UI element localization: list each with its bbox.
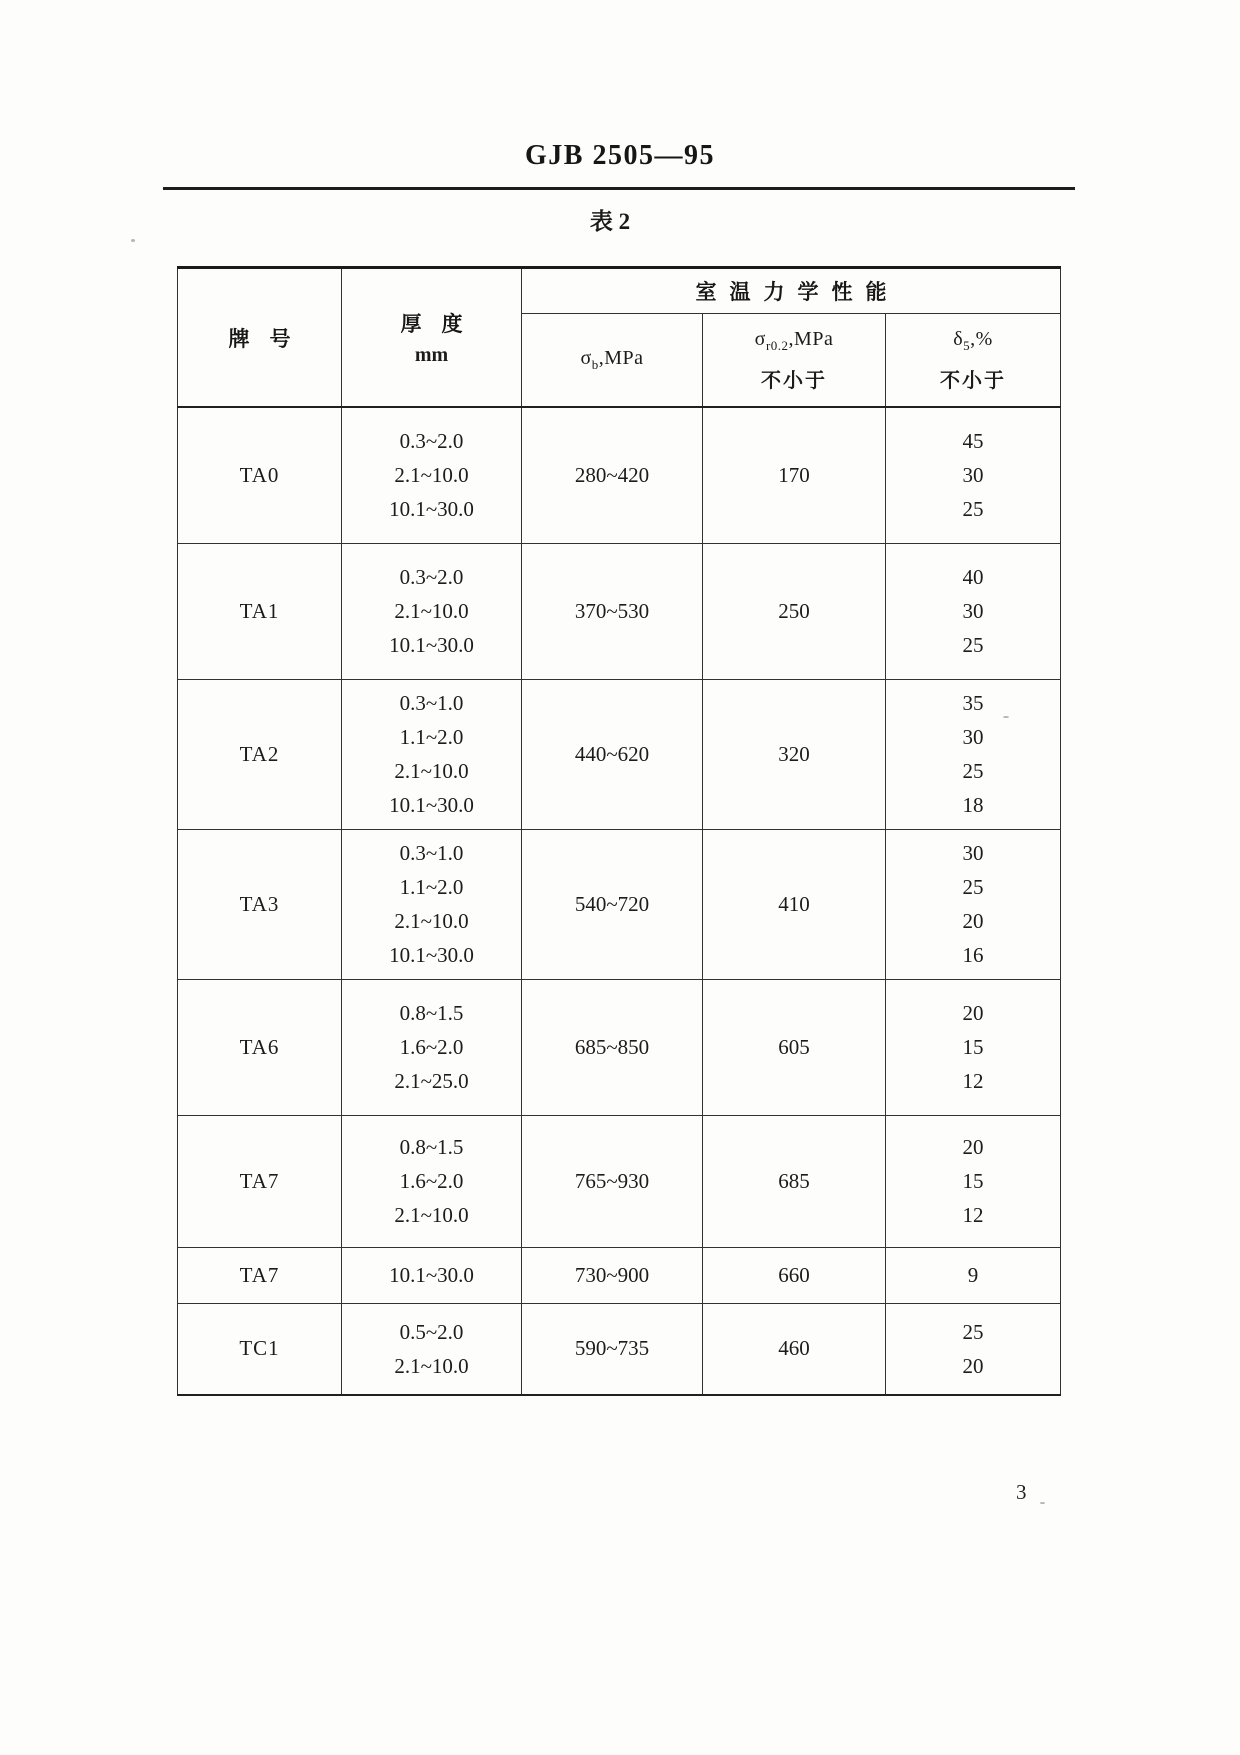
sigma-02-cell: 605	[703, 979, 886, 1115]
thickness-cell	[342, 829, 522, 979]
delta-lines: 45 30 25	[962, 429, 984, 522]
sigma-b-cell: 685~850	[522, 979, 703, 1115]
delta-lines: 30 25 20 16	[962, 841, 984, 967]
thickness-lines: 0.3~2.0 2.1~10.0 10.1~30.0	[389, 565, 474, 657]
grade-cell: TA6	[178, 979, 342, 1115]
grade-cell: TA3	[178, 829, 342, 979]
thickness-lines: 0.3~1.0 1.1~2.0 2.1~10.0 10.1~30.0	[389, 691, 474, 817]
delta-lines: 25 20	[962, 1319, 984, 1378]
delta-cell	[886, 1303, 1061, 1395]
table-row-ta0	[178, 407, 1061, 543]
thickness-cell	[342, 1115, 522, 1247]
thickness-cell	[342, 1303, 522, 1395]
thickness-lines: 0.5~2.0 2.1~10.0	[394, 1319, 469, 1378]
page-number: 3	[1016, 1480, 1027, 1504]
delta-lines: 20 15 12	[962, 1135, 984, 1227]
thickness-lines: 0.8~1.5 1.6~2.0 2.1~25.0	[394, 1001, 469, 1093]
scan-speck	[1040, 1502, 1045, 1504]
scan-speck	[1003, 716, 1009, 718]
sigma-02-cell: 410	[703, 829, 886, 979]
table-row-ta6	[178, 979, 1061, 1115]
sigma-b-cell: 280~420	[522, 407, 703, 543]
grade-cell: TA2	[178, 679, 342, 829]
thickness-lines: 10.1~30.0	[389, 1263, 474, 1287]
properties-group-label: 室温力学性能	[695, 280, 900, 304]
thickness-cell	[342, 1247, 522, 1303]
grade-cell: TC1	[178, 1303, 342, 1395]
scan-speck	[131, 239, 135, 242]
not-less-than-label: 不小于	[761, 369, 827, 392]
sigma-02-cell: 685	[703, 1115, 886, 1247]
sigma-02-cell: 250	[703, 543, 886, 679]
sigma-02-cell: 320	[703, 679, 886, 829]
sigma-02-cell: 170	[703, 407, 886, 543]
delta-cell	[886, 1247, 1061, 1303]
header-row-group	[178, 268, 1061, 314]
table-row-ta2	[178, 679, 1061, 829]
thickness-cell	[342, 543, 522, 679]
sigma-b-cell: 370~530	[522, 543, 703, 679]
standard-number: GJB 2505—95	[525, 140, 715, 171]
grade-cell: TA0	[178, 407, 342, 543]
table-row-ta7-thin	[178, 1115, 1061, 1247]
delta-lines: 9	[967, 1263, 979, 1287]
table-row-ta3	[178, 829, 1061, 979]
thickness-unit-label: mm	[414, 344, 449, 366]
column-header-delta	[886, 314, 1061, 408]
delta-cell	[886, 829, 1061, 979]
sigma-b-cell: 440~620	[522, 679, 703, 829]
thickness-header-label: 厚度	[400, 312, 483, 336]
sigma-b-label: $\sigma_b,MPa$	[580, 347, 644, 372]
delta-cell	[886, 979, 1061, 1115]
delta-label: $\delta_5,\%$	[953, 327, 993, 353]
sigma-b-cell: 590~735	[522, 1303, 703, 1395]
delta-cell	[886, 543, 1061, 679]
delta-cell	[886, 1115, 1061, 1247]
grade-cell: TA7	[178, 1115, 342, 1247]
sigma-02-cell: 660	[703, 1247, 886, 1303]
thickness-lines: 0.8~1.5 1.6~2.0 2.1~10.0	[394, 1135, 469, 1227]
sigma-b-cell: 540~720	[522, 829, 703, 979]
column-header-sigma-b	[522, 314, 703, 408]
grade-cell: TA1	[178, 543, 342, 679]
table-row-ta1	[178, 543, 1061, 679]
sigma-b-cell: 765~930	[522, 1115, 703, 1247]
not-less-than-label: 不小于	[940, 369, 1007, 392]
column-header-thickness	[342, 268, 522, 408]
grade-cell: TA7	[178, 1247, 342, 1303]
column-header-properties-group	[522, 268, 1061, 314]
delta-lines: 40 30 25	[962, 565, 984, 657]
delta-cell	[886, 407, 1061, 543]
table-row-ta7-thick	[178, 1247, 1061, 1303]
column-header-grade	[178, 268, 342, 408]
table-caption: 表 2	[589, 209, 631, 234]
sigma-b-cell: 730~900	[522, 1247, 703, 1303]
header-rule	[163, 187, 1075, 190]
delta-lines: 35 30 25 18	[962, 691, 984, 817]
thickness-cell	[342, 979, 522, 1115]
thickness-cell	[342, 407, 522, 543]
sigma-02-cell: 460	[703, 1303, 886, 1395]
thickness-cell	[342, 679, 522, 829]
column-header-sigma-02	[703, 314, 886, 408]
delta-lines: 20 15 12	[962, 1001, 984, 1093]
thickness-lines: 0.3~2.0 2.1~10.0 10.1~30.0	[389, 429, 474, 522]
sigma-02-label: $\sigma_{r0.2},MPa$	[754, 327, 834, 353]
table-row-tc1	[178, 1303, 1061, 1395]
grade-header-label: 牌号	[228, 326, 311, 351]
delta-cell	[886, 679, 1061, 829]
thickness-lines: 0.3~1.0 1.1~2.0 2.1~10.0 10.1~30.0	[389, 841, 474, 967]
mechanical-properties-table	[177, 266, 1061, 1396]
